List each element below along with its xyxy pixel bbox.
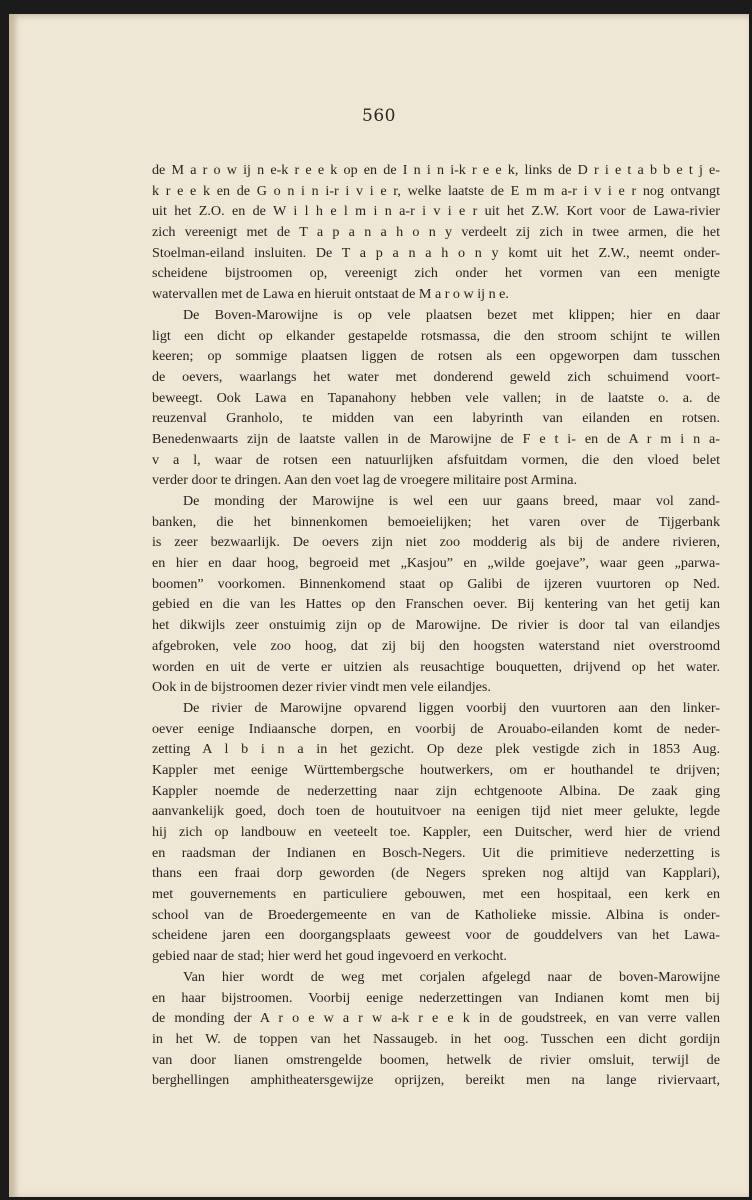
text-line: reuzenval Granholo, te midden van een labyrinth van eilanden en rotsen. (152, 410, 720, 427)
text-line: in het W. de toppen van het Nassaugeb. in het oog. Tusschen een dicht gordijn (152, 1030, 720, 1047)
text-line: boomen” voorkomen. Binnenkomend staat op Galibi de ijzeren vuurtoren op Ned. (152, 575, 720, 592)
body-text (152, 160, 720, 1091)
text-line: het dikwijls zeer onstuimig zijn op de Marowijne. De rivier is door tal van eilandjes (152, 617, 720, 634)
text-line: gebied naar de stad; hier werd het goud ingevoerd en verkocht. (152, 948, 507, 965)
text-line: uit het Z.O. en de W i l h e l m i n a-r i v i e r uit het Z.W. Kort voor de Lawa-rivier (152, 203, 720, 220)
text-line: verder door te dringen. Aan den voet lag de vroegere militaire post Armina. (152, 472, 578, 489)
text-line: van door lianen omstrengelde boomen, hetwelk de rivier omsluit, terwijl de (152, 1051, 720, 1068)
text-line: oever eenige Indiaansche dorpen, en voorbij de Arouabo-eilanden komt de neder- (152, 720, 720, 737)
text-line: thans een fraai dorp geworden (de Negers spreken nog altijd van Kapplari), (152, 865, 720, 882)
page-number: 560 (362, 106, 396, 126)
text-line: en raadsman der Indianen en Bosch-Negers. Uit die primitieve nederzetting is (152, 844, 720, 861)
text-line: Van hier wordt de weg met corjalen afgelegd naar de boven-Marowijne (183, 968, 720, 985)
text-line: keeren; op sommige plaatsen liggen de rotsen als een opgeworpen dam tusschen (152, 348, 720, 365)
text-line: v a l, waar de rotsen een natuurlijken afsfuitdam vormen, die den vloed belet (152, 451, 720, 468)
book-page (9, 14, 749, 1197)
page-binding-shadow (9, 14, 19, 1197)
paragraph (152, 698, 720, 967)
text-line: de oevers, waarlangs het water met donderend geweld zich schuimend voort- (152, 368, 720, 385)
text-line: zich vereenigt met de T a p a n a h o n y verdeelt zij zich in twee armen, die het (152, 224, 720, 241)
text-line: De monding der Marowijne is wel een uur gaans breed, maar vol zand- (183, 493, 720, 509)
text-line: scheidene jaren een doorgangsplaats geweest voor de gouddelvers van het Lawa- (152, 927, 720, 944)
text-line: zetting A l b i n a in het gezicht. Op deze plek vestigde zich in 1853 Aug. (152, 741, 720, 758)
text-line: watervallen met de Lawa en hieruit ontstaat de M a r o w ij n e. (152, 286, 509, 303)
text-line: k r e e k en de G o n i n i-r i v i e r, welke laatste de E m m a-r i v i e r nog ontvangt (152, 182, 720, 199)
text-line: worden en uit de verte er uitzien als reusachtige bouquetten, drijvend op het water. (152, 658, 720, 675)
text-line: de M a r o w ij n e-k r e e k op en de I n i n i-k r e e k, links de D r i e t a b b e t j e- (152, 162, 720, 178)
text-line: De rivier de Marowijne opvarend liggen voorbij den vuurtoren aan den linker- (183, 699, 720, 716)
text-line: scheidene bijstroomen op, vereenigt zich onder het vormen van een menigte (152, 265, 720, 282)
paragraph (152, 160, 720, 305)
text-line: school van de Broedergemeente en van de Katholieke missie. Albina is onder- (152, 906, 720, 923)
text-line: Stoelman-eiland insluiten. De T a p a n a h o n y komt uit het Z.W., neemt onder- (152, 244, 720, 261)
paragraph (152, 305, 720, 491)
text-line: De Boven-Marowijne is op vele plaatsen bezet met klippen; hier en daar (183, 306, 720, 323)
text-line: en haar bijstroomen. Voorbij eenige nederzettingen van Indianen komt men bij (152, 989, 720, 1006)
text-line: gebied en die van les Hattes op den Franschen oever. Bij kentering van het getij kan (152, 596, 720, 613)
text-line: Kappler met eenige Württembergsche houtwerkers, om er houthandel te drijven; (152, 761, 720, 778)
text-line: hij zich op landbouw en veeteelt toe. Kappler, een Duitscher, werd hier de vriend (152, 824, 720, 840)
text-line: berghellingen amphitheatersgewijze oprijzen, bereikt men na lange riviervaart, (152, 1072, 720, 1089)
text-line: en hier en daar hoog, begroeid met „Kasjou” en „wilde goejave”, waar geen „parwa- (152, 555, 720, 572)
text-line: met gouvernements en particuliere gebouwen, met een hospitaal, een kerk en (152, 886, 720, 903)
text-line: ligt een dicht op elkander gestapelde rotsmassa, die den stroom schijnt te willen (152, 327, 720, 344)
text-line: afgebroken, vele zoo hoog, dat zij bij den hoogsten waterstand niet overstroomd (152, 637, 720, 654)
text-line: aanvankelijk goed, doch toen de houtuitvoer na eenigen tijd niet meer gelukte, legde (152, 803, 720, 820)
text-line: Ook in de bijstroomen dezer rivier vindt men vele eilandjes. (152, 679, 491, 696)
text-line: banken, die het binnenkomen bemoeielijken; het varen over de Tijgerbank (152, 513, 720, 530)
text-line: is zeer bezwaarlijk. De oevers zijn niet zoo modderig als bij de andere rivieren, (152, 534, 720, 551)
text-line: de monding der A r o e w a r w a-k r e e k in de goudstreek, en van verre vallen (152, 1010, 720, 1027)
paragraph (152, 967, 720, 1091)
text-line: Benedenwaarts zijn de laatste vallen in de Marowijne de F e t i- en de A r m i n a- (152, 430, 720, 447)
text-line: beweegt. Ook Lawa en Tapanahony hebben vele vallen; in de laatste o. a. de (152, 389, 720, 406)
text-line: Kappler noemde de nederzetting naar zijn echtgenoote Albina. De zaak ging (152, 782, 720, 799)
paragraph (152, 491, 720, 698)
